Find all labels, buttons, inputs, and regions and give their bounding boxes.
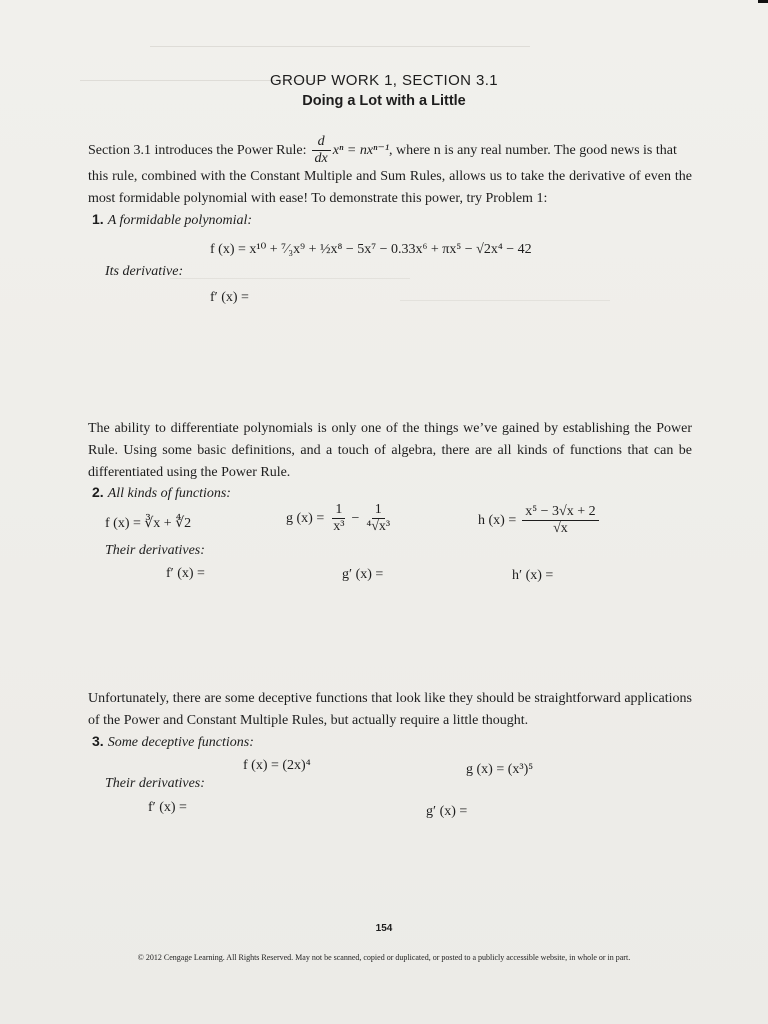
intro-suffix: , where n is any real number. The good news is that: [389, 142, 677, 158]
page-subtitle: Doing a Lot with a Little: [302, 93, 466, 109]
show-through-line: [400, 300, 610, 301]
show-through-line: [170, 278, 410, 279]
rule-denominator: dx: [312, 150, 331, 167]
problem-2-h: [478, 504, 599, 537]
problem-3-derivative-label: Their derivatives:: [105, 776, 205, 791]
problem-2-f-answer: f′ (x) =: [166, 566, 205, 581]
problem-3-f-answer: f′ (x) =: [148, 800, 187, 815]
page-number: 154: [375, 923, 393, 934]
power-rule-operator: [312, 134, 331, 167]
problem-3-g-answer: g′ (x) =: [426, 804, 468, 819]
copyright-notice: © 2012 Cengage Learning. All Rights Reserved. May not be scanned, copied or duplicated, or posted to a publicly accessible website, in whole or in part.: [137, 953, 631, 962]
problem-2-g-prefix: g (x) =: [286, 510, 325, 526]
problem-2-h-prefix: h (x) =: [478, 512, 517, 528]
problem-2-h-answer: h′ (x) =: [512, 568, 554, 583]
problem-1-heading: [92, 211, 252, 229]
problem-1-label: A formidable polynomial:: [107, 213, 253, 228]
g-fraction-1: [330, 502, 347, 535]
problem-3-f: f (x) = (2x)⁴: [243, 758, 311, 773]
paragraph-2: The ability to differentiate polynomials is only one of the things we’ve gained by establishing the Power Rule. Using some basic definitions, and a touch of algebra, there are all kinds of functions that can be differentiated using the Power Rule.: [88, 421, 692, 480]
page-title: GROUP WORK 1, SECTION 3.1: [269, 72, 499, 89]
problem-3-heading: [92, 733, 254, 751]
problem-3-number: 3.: [92, 733, 104, 749]
scan-edge-mark: [758, 0, 768, 3]
g-minus-sign: −: [351, 510, 360, 526]
problem-1-function: f (x) = x¹⁰ + ⁷⁄₃x⁹ + ½x⁸ − 5x⁷ − 0.33x⁶ + πx⁵ − √2x⁴ − 42: [210, 242, 532, 257]
problem-2-f: f (x) = ∛x + ∜2: [105, 516, 192, 531]
problem-1-derivative-label: Its derivative:: [105, 264, 184, 279]
paragraph-3: Unfortunately, there are some deceptive functions that look like they should be straightforward applications of the Power and Constant Multiple Rules, but actually require a little thought.: [88, 691, 692, 728]
problem-1-answer: f′ (x) =: [210, 290, 249, 305]
intro-prefix: Section 3.1 introduces the Power Rule:: [88, 142, 307, 158]
g-fraction-2-denominator: ⁴√x³: [366, 519, 391, 534]
problem-2-number: 2.: [92, 484, 104, 500]
g-fraction-1-denominator: x³: [333, 519, 345, 534]
g-fraction-1-numerator: 1: [332, 502, 345, 519]
problem-3-g: g (x) = (x³)⁵: [466, 762, 534, 777]
problem-3-label: Some deceptive functions:: [107, 735, 254, 750]
g-fraction-2: [363, 502, 393, 535]
problem-2-g: [286, 502, 393, 535]
h-fraction-numerator: x⁵ − 3√x + 2: [522, 504, 598, 521]
intro-paragraph: this rule, combined with the Constant Multiple and Sum Rules, allows us to take the derivative of even the most formidable polynomial with ease! To demonstrate this power, try Problem 1:: [88, 169, 692, 206]
problem-1-number: 1.: [92, 211, 104, 227]
g-fraction-2-numerator: 1: [372, 502, 385, 519]
problem-2-heading: [92, 484, 231, 502]
rule-numerator: d: [317, 134, 325, 149]
problem-2-g-answer: g′ (x) =: [342, 567, 384, 582]
intro-first-line: [88, 134, 677, 167]
problem-2-label: All kinds of functions:: [107, 486, 231, 501]
power-rule-formula: xⁿ = nxⁿ⁻¹: [332, 143, 390, 158]
h-fraction-denominator: √x: [553, 521, 568, 536]
show-through-line: [150, 46, 530, 47]
h-fraction: [522, 504, 598, 537]
problem-2-derivative-label: Their derivatives:: [105, 543, 205, 558]
